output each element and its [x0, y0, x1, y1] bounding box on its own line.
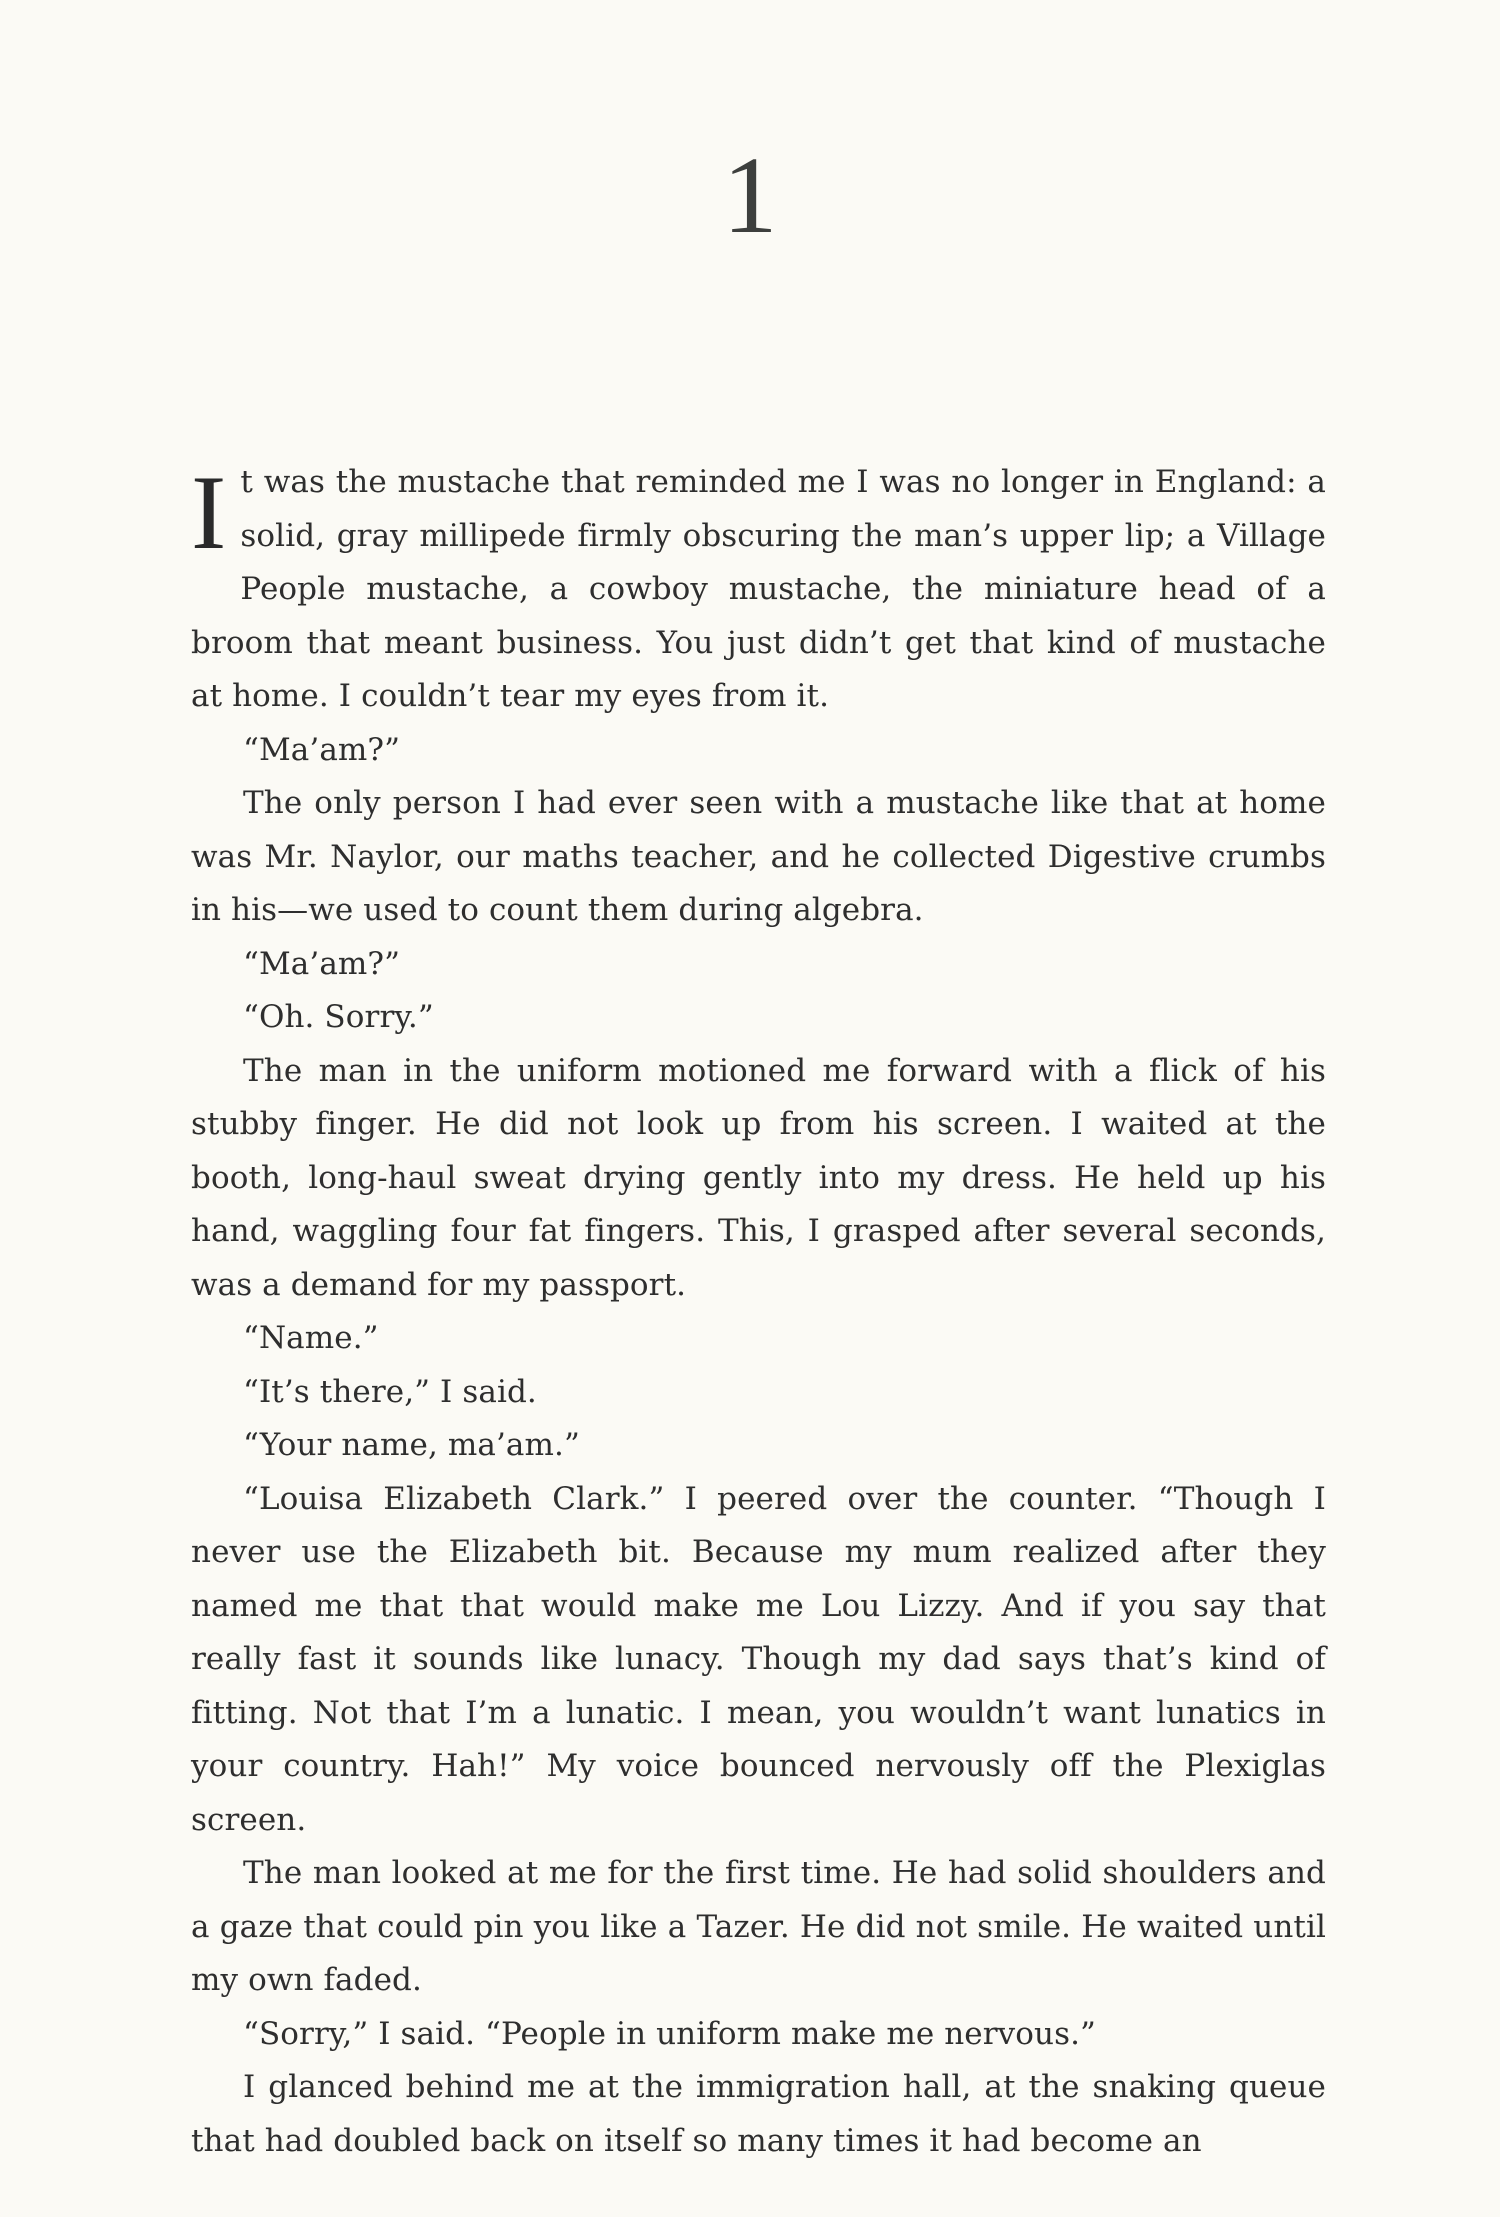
paragraph: “It’s there,” I said. — [243, 1373, 537, 1410]
paragraph: “Louisa Elizabeth Clark.” I peered over the counter. “Though I never use the Elizabeth bit. Because my mum realized after they named me that that would make me Lou Lizzy. And if you say that really fast it sounds like lunacy. Though my dad says that’s kind of fitting. Not that I’m a lunatic. I mean, you wouldn’t want lunatics in your country. Hah!” My voice bounced nervously off the Plexiglas screen. — [191, 1480, 1326, 1838]
paragraph: “Oh. Sorry.” — [243, 999, 434, 1035]
paragraph: “Sorry,” I said. “People in uniform make me nervous.” — [243, 2015, 1097, 2052]
paragraph: The only person I had ever seen with a mustache like that at home was Mr. Naylor, our maths teacher, and he collected Digestive crumbs in his—we used to count them during algebra. — [191, 785, 1326, 928]
paragraph: “Ma’am?” — [243, 731, 401, 768]
paragraph — [191, 456, 1326, 724]
paragraph: The man in the uniform motioned me forward with a flick of his stubby finger. He did not look up from his screen. I waited at the booth, long-haul sweat drying gently into my dress. He held up his hand, waggling four fat fingers. This, I grasped after several seconds, was a demand for my passport. — [191, 1052, 1326, 1303]
drop-cap: I — [191, 454, 227, 571]
paragraph: “Your name, ma’am.” — [243, 1427, 580, 1463]
paragraph: “Ma’am?” — [243, 945, 401, 982]
paragraph: “Name.” — [243, 1320, 379, 1356]
chapter-number: 1 — [722, 134, 778, 256]
paragraph-text: t was the mustache that reminded me I was no longer in England: a solid, gray millipede firmly obscuring the man’s upper lip; a Village People mustache, a cowboy mustache, the miniature head of a broom that meant business. You just didn’t get that kind of mustache at home. I couldn’t tear my eyes from it. — [191, 464, 1326, 714]
paragraph: I glanced behind me at the immigration hall, at the snaking queue that had doubled back on itself so many times it had become an — [191, 2069, 1326, 2159]
paragraph: The man looked at me for the first time. He had solid shoulders and a gaze that could pin you like a Tazer. He did not smile. He waited until my own faded. — [191, 1855, 1326, 1998]
chapter-body — [191, 456, 1326, 2168]
